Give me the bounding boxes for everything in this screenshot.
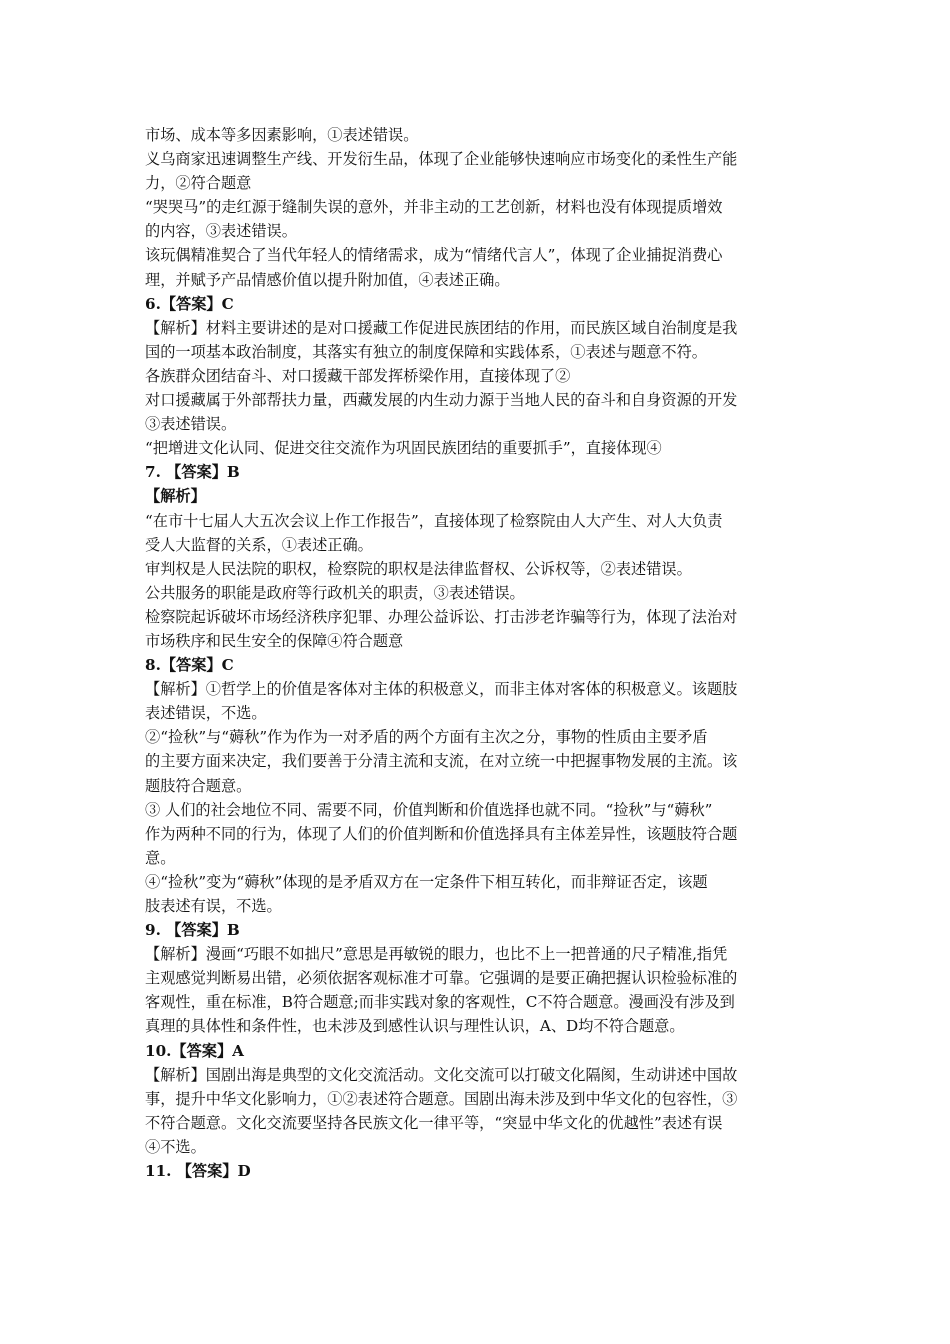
text-line: 力，②符合题意 [145,174,252,193]
text-line: 【解析】材料主要讲述的是对口援藏工作促进民族团结的作用，而民族区域自治制度是我 [145,318,738,337]
text-line: 检察院起诉破坏市场经济秩序犯罪、办理公益诉讼、打击涉老诈骗等行为，体现了法治对 [145,607,738,626]
text-line: 审判权是人民法院的职权，检察院的职权是法律监督权、公诉权等，②表述错误。 [145,559,692,578]
text-line: 【解析】国剧出海是典型的文化交流活动。文化交流可以打破文化隔阂，生动讲述中国故 [145,1065,738,1084]
text-line: 客观性，重在标准，B符合题意;而非实践对象的客观性，C不符合题意。漫画没有涉及到 [145,993,735,1012]
text-line: ③ 人们的社会地位不同、需要不同，价值判断和价值选择也就不同。“捡秋”与“薅秋” [145,800,713,819]
answer-heading-line: 【解析】 [145,487,206,506]
text-line: 的主要方面来决定，我们要善于分清主流和支流，在对立统一中把握事物发展的主流。该 [145,752,738,771]
text-line: 各族群众团结奋斗、对口援藏干部发挥桥梁作用，直接体现了② [145,366,571,385]
text-line: “哭哭马”的走红源于缝制失误的意外，并非主动的工艺创新，材料也没有体现提质增效 [145,198,723,217]
text-line: “在市十七届人大五次会议上作工作报告”，直接体现了检察院由人大产生、对人大负责 [145,511,723,530]
text-line: 的内容，③表述错误。 [145,222,297,241]
text-line: 作为两种不同的行为，体现了人们的价值判断和价值选择具有主体差异性，该题肢符合题 [145,824,738,843]
text-line: 表述错误，不选。 [145,704,267,723]
text-line: ④“捡秋”变为“薅秋”体现的是矛盾双方在一定条件下相互转化，而非辩证否定，该题 [145,872,708,891]
text-line: 真理的具体性和条件性，也未涉及到感性认识与理性认识，A、D均不符合题意。 [145,1017,685,1036]
text-line: ④不选。 [145,1137,206,1156]
text-line: 【解析】①哲学上的价值是客体对主体的积极意义，而非主体对客体的积极意义。该题肢 [145,680,738,699]
text-line: 市场、成本等多因素影响，①表述错误。 [145,126,419,144]
answer-heading-line: 6.【答案】C [145,294,234,313]
text-line: 该玩偶精准契合了当代年轻人的情绪需求，成为“情绪代言人”，体现了企业捕捉消费心 [145,246,723,265]
text-line: 事，提升中华文化影响力，①②表述符合题意。国剧出海未涉及到中华文化的包容性，③ [145,1089,738,1108]
text-line: 义乌商家迅速调整生产线、开发衍生品，体现了企业能够快速响应市场变化的柔性生产能 [145,150,738,169]
text-line: 国的一项基本政治制度，其落实有独立的制度保障和实践体系，①表述与题意不符。 [145,342,707,361]
answer-explanation-text [145,123,810,1183]
answer-heading-line: 8.【答案】C [145,656,234,675]
text-line: 不符合题意。文化交流要坚持各民族文化一律平等，“突显中华文化的优越性”表述有误 [145,1113,723,1132]
text-line: “把增进文化认同、促进交往交流作为巩固民族团结的重要抓手”，直接体现④ [145,439,662,458]
text-line: 受人大监督的关系，①表述正确。 [145,535,373,554]
text-line: 对口援藏属于外部帮扶力量，西藏发展的内生动力源于当地人民的奋斗和自身资源的开发 [145,391,738,410]
text-line: 题肢符合题意。 [145,776,252,795]
answer-heading-line: 10.【答案】A [145,1041,244,1060]
text-line: 理，并赋予产品情感价值以提升附加值，④表述正确。 [145,270,510,289]
text-line: 公共服务的职能是政府等行政机关的职责，③表述错误。 [145,583,525,602]
text-line: 主观感觉判断易出错，必须依据客观标准才可靠。它强调的是要正确把握认识检验标准的 [145,969,738,988]
text-line: 意。 [145,848,176,867]
answer-heading-line: 11. 【答案】D [145,1162,251,1181]
text-line: 肢表述有误，不选。 [145,897,282,915]
text-line: ②“捡秋”与“薅秋”作为作为一对矛盾的两个方面有主次之分，事物的性质由主要矛盾 [145,728,708,747]
text-line: 【解析】漫画“巧眼不如拙尺”意思是再敏锐的眼力，也比不上一把普通的尺子精准,指凭 [145,945,728,964]
answer-heading-line: 7. 【答案】B [145,463,240,482]
answer-heading-line: 9. 【答案】B [145,921,240,940]
text-line: 市场秩序和民生安全的保障④符合题意 [145,631,404,650]
text-line: ③表述错误。 [145,415,237,434]
